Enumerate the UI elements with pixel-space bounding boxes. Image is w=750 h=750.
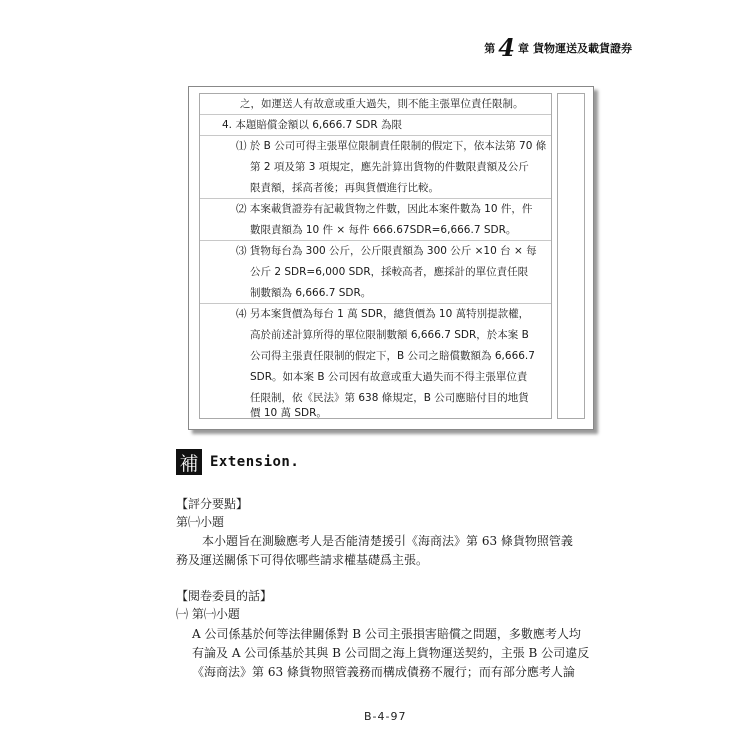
ruled-line bbox=[200, 303, 551, 304]
page-number: B-4-97 bbox=[364, 710, 407, 723]
answer-line: 4. 本題賠償金額以 6,666.7 SDR 為限 bbox=[222, 119, 402, 131]
extension-icon: 補 bbox=[176, 449, 202, 475]
answer-line: ⑷ 另本案貨價為每台 1 萬 SDR，總貨價為 10 萬特別提款權， bbox=[236, 308, 530, 320]
answer-line: SDR。如本案 B 公司因有故意或重大過失而不得主張單位責 bbox=[250, 371, 528, 383]
body-text-line: A 公司係基於何等法律關係對 B 公司主張損害賠償之問題，多數應考人均 bbox=[192, 627, 581, 641]
answer-line: 高於前述計算所得的單位限制數額 6,666.7 SDR，於本案 B bbox=[250, 329, 529, 341]
answer-line: 價 10 萬 SDR。 bbox=[250, 407, 327, 419]
body-text-line: 《海商法》第 63 條貨物照管義務而構成債務不履行；而有部分應考人論 bbox=[192, 665, 575, 679]
answer-line: 任限制，依《民法》第 638 條規定，B 公司應賠付目的地貨 bbox=[250, 392, 529, 404]
chapter-suffix: 章 bbox=[518, 42, 529, 55]
chapter-title: 貨物運送及載貨證券 bbox=[533, 42, 632, 55]
chapter-header bbox=[484, 33, 632, 62]
answer-line: ⑴ 於 B 公司可得主張單位限制責任限制的假定下，依本法第 70 條 bbox=[236, 140, 547, 152]
chapter-prefix: 第 bbox=[484, 42, 496, 55]
subsection-label: 第㈠小題 bbox=[176, 515, 225, 529]
ruled-line bbox=[200, 135, 551, 136]
subsection-label: ㈠ 第㈠小題 bbox=[176, 607, 240, 621]
answer-text-column bbox=[199, 93, 552, 419]
body-text-line: 有論及 A 公司係基於其與 B 公司間之海上貨物運送契約，主張 B 公司違反 bbox=[192, 646, 590, 660]
answer-line: ⑵ 本案載貨證券有記載貨物之件數，因此本案件數為 10 件，件 bbox=[236, 203, 533, 215]
answer-line: 制數額為 6,666.7 SDR。 bbox=[250, 287, 372, 299]
chapter-number: 4 bbox=[498, 33, 515, 62]
answer-box bbox=[188, 86, 594, 430]
answer-line: 之，如運送人有故意或重大過失，則不能主張單位責任限制。 bbox=[240, 98, 524, 110]
answer-line: 數限責額為 10 件 × 每件 666.67SDR=6,666.7 SDR。 bbox=[250, 224, 517, 236]
answer-line: ⑶ 貨物每台為 300 公斤，公斤限責額為 300 公斤 ×10 台 × 每 bbox=[236, 245, 537, 257]
answer-line: 公斤 2 SDR=6,000 SDR，採較高者，應採計的單位責任限 bbox=[250, 266, 529, 278]
ruled-line bbox=[200, 198, 551, 199]
ruled-line bbox=[200, 114, 551, 115]
answer-line: 第 2 項及第 3 項規定，應先計算出貨物的件數限責額及公斤 bbox=[250, 161, 529, 173]
section-heading-reviewer: 【閱卷委員的話】 bbox=[176, 589, 273, 603]
body-text-line: 本小題旨在測驗應考人是否能清楚援引《海商法》第 63 條貨物照管義 bbox=[202, 534, 573, 548]
body-text-line: 務及運送關係下可得依哪些請求權基礎爲主張。 bbox=[176, 553, 429, 567]
ruled-line bbox=[200, 240, 551, 241]
extension-heading bbox=[176, 449, 299, 475]
answer-line: 公司得主張責任限制的假定下，B 公司之賠償數額為 6,666.7 bbox=[250, 350, 535, 362]
extension-title: Extension. bbox=[210, 454, 300, 470]
answer-line: 限責額，採高者後；再與貨價進行比較。 bbox=[250, 182, 439, 194]
answer-side-column bbox=[557, 93, 585, 419]
section-heading-scoring: 【評分要點】 bbox=[176, 497, 249, 511]
